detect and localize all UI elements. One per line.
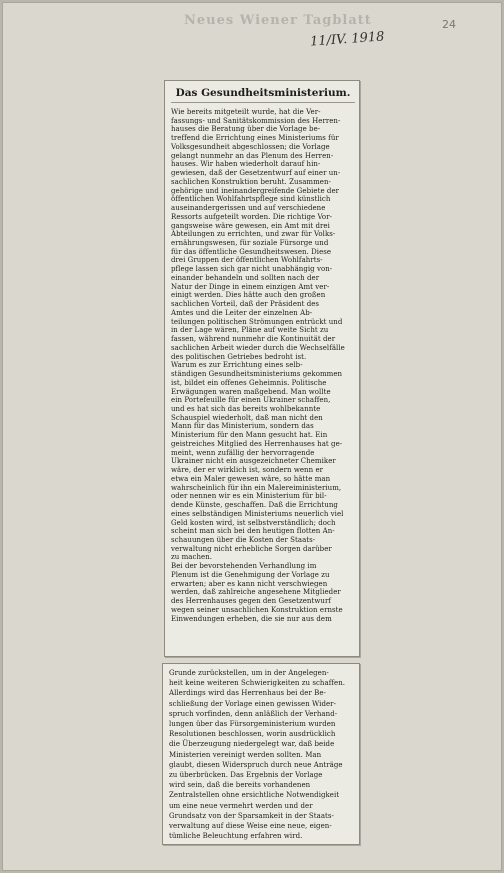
handwritten-date: 11/IV. 1918 (309, 29, 385, 50)
archive-sheet (2, 2, 502, 871)
article-headline: Das Gesundheitsministerium. (171, 87, 355, 103)
article-body-part-1: Wie bereits mitgeteilt wurde, hat die Ver- fassungs- und Sanitätskommission des Herren- hauses die Beratung über die Vorlage be- treffend die Errichtung eines Ministeriums für Volksgesundheit abgeschlossen; die Vorlage gelangt nunmehr an das Plenum des Herren- hauses. Wir haben wiederholt darauf hin- gewiesen, daß der Gesetzentwurf auf einer un- sachlichen Konstruktion beruht. Zusammen- gehörige und ineinandergreifende Gebiete der öffentlichen Wohlfahrtspflege sind künstlich auseinandergerissen und auf verschiedene Ressorts aufgeteilt worden. Die richtige Vor- gangsweise wäre gewesen, ein Amt mit drei Abteilungen zu errichten, und zwar für Volks- ernährungswesen, für soziale Fürsorge und für das öffentliche Gesundheitswesen. Diese drei Gruppen der öffentlichen Wohlfahrts- pflege lassen sich gar nicht unabhängig von- einander behandeln und sollten nach der Natur der Dinge in einem einzigen Amt ver- einigt werden. Dies hätte auch den großen sachlichen Vorteil, daß der Präsident des Amtes und die Leiter der einzelnen Ab- teilungen politischen Strömungen entrückt und in der Lage wären, Pläne auf weite Sicht zu fassen, während nunmehr die Kontinuität der sachlichen Arbeit wieder durch die Wechselfälle des politischen Getriebes bedroht ist. Warum es zur Errichtung eines selb- ständigen Gesundheitsministeriums gekommen ist, bildet ein offenes Geheimnis. Politische Erwägungen waren maßgebend. Man wollte ein Portefeuille für einen Ukrainer schaffen, und es hat sich das bereits wohlbekannte Schauspiel wiederholt, daß man nicht den Mann für das Ministerium, sondern das Ministerium für den Mann gesucht hat. Ein geistreiches Mitglied des Herrenhauses hat ge- meint, wenn zufällig der hervorragende Ukrainer nicht ein ausgezeichneter Chemiker wäre, der er wirklich ist, sondern wenn er etwa ein Maler gewesen wäre, so hätte man wahrscheinlich für ihn ein Malereiministerium, oder nennen wir es ein Ministerium für bil- dende Künste, geschaffen. Daß die Errichtung eines selbständigen Ministeriums neuerlich viel Geld kosten wird, ist selbstverständlich; doch scheint man sich bei den heutigen flotten An- schauungen über die Kosten der Staats- verwaltung nicht erhebliche Sorgen darüber zu machen. Bei der bevorstehenden Verhandlung im Plenum ist die Genehmigung der Vorlage zu erwarten; aber es kann nicht verschwiegen werden, daß zahlreiche angesehene Mitglieder des Herrenhauses gegen den Gesetzentwurf wegen seiner unsachlichen Konstruktion ernste Einwendungen erheben, die sie nur aus dem (171, 108, 345, 623)
clipping-part-1 (164, 80, 360, 657)
clipping-part-2 (162, 663, 360, 845)
page-number: 24 (442, 18, 456, 31)
newspaper-masthead: Neues Wiener Tagblatt (184, 13, 372, 28)
article-body-part-2: Grunde zurückstellen, um in der Angelegen- heit keine weiteren Schwierigkeiten zu schaffen. Allerdings wird das Herrenhaus bei der Be- schließung der Vorlage einen gewissen Wider- spruch vorfinden, denn anläßlich der Verhand- lungen über das Fürsorgeministerium wurden Resolutionen beschlossen, worin ausdrücklich die Überzeugung niedergelegt war, daß beide Ministerien vereinigt werden sollten. Man glaubt, diesen Widerspruch durch neue Anträge zu überbrücken. Das Ergebnis der Vorlage wird sein, daß die bereits vorhandenen Zentralstellen ohne ersichtliche Notwendigkeit um eine neue vermehrt werden und der Grundsatz von der Sparsamkeit in der Staats- verwaltung auf diese Weise eine neue, eigen- tümliche Beleuchtung erfahren wird. (169, 669, 346, 841)
